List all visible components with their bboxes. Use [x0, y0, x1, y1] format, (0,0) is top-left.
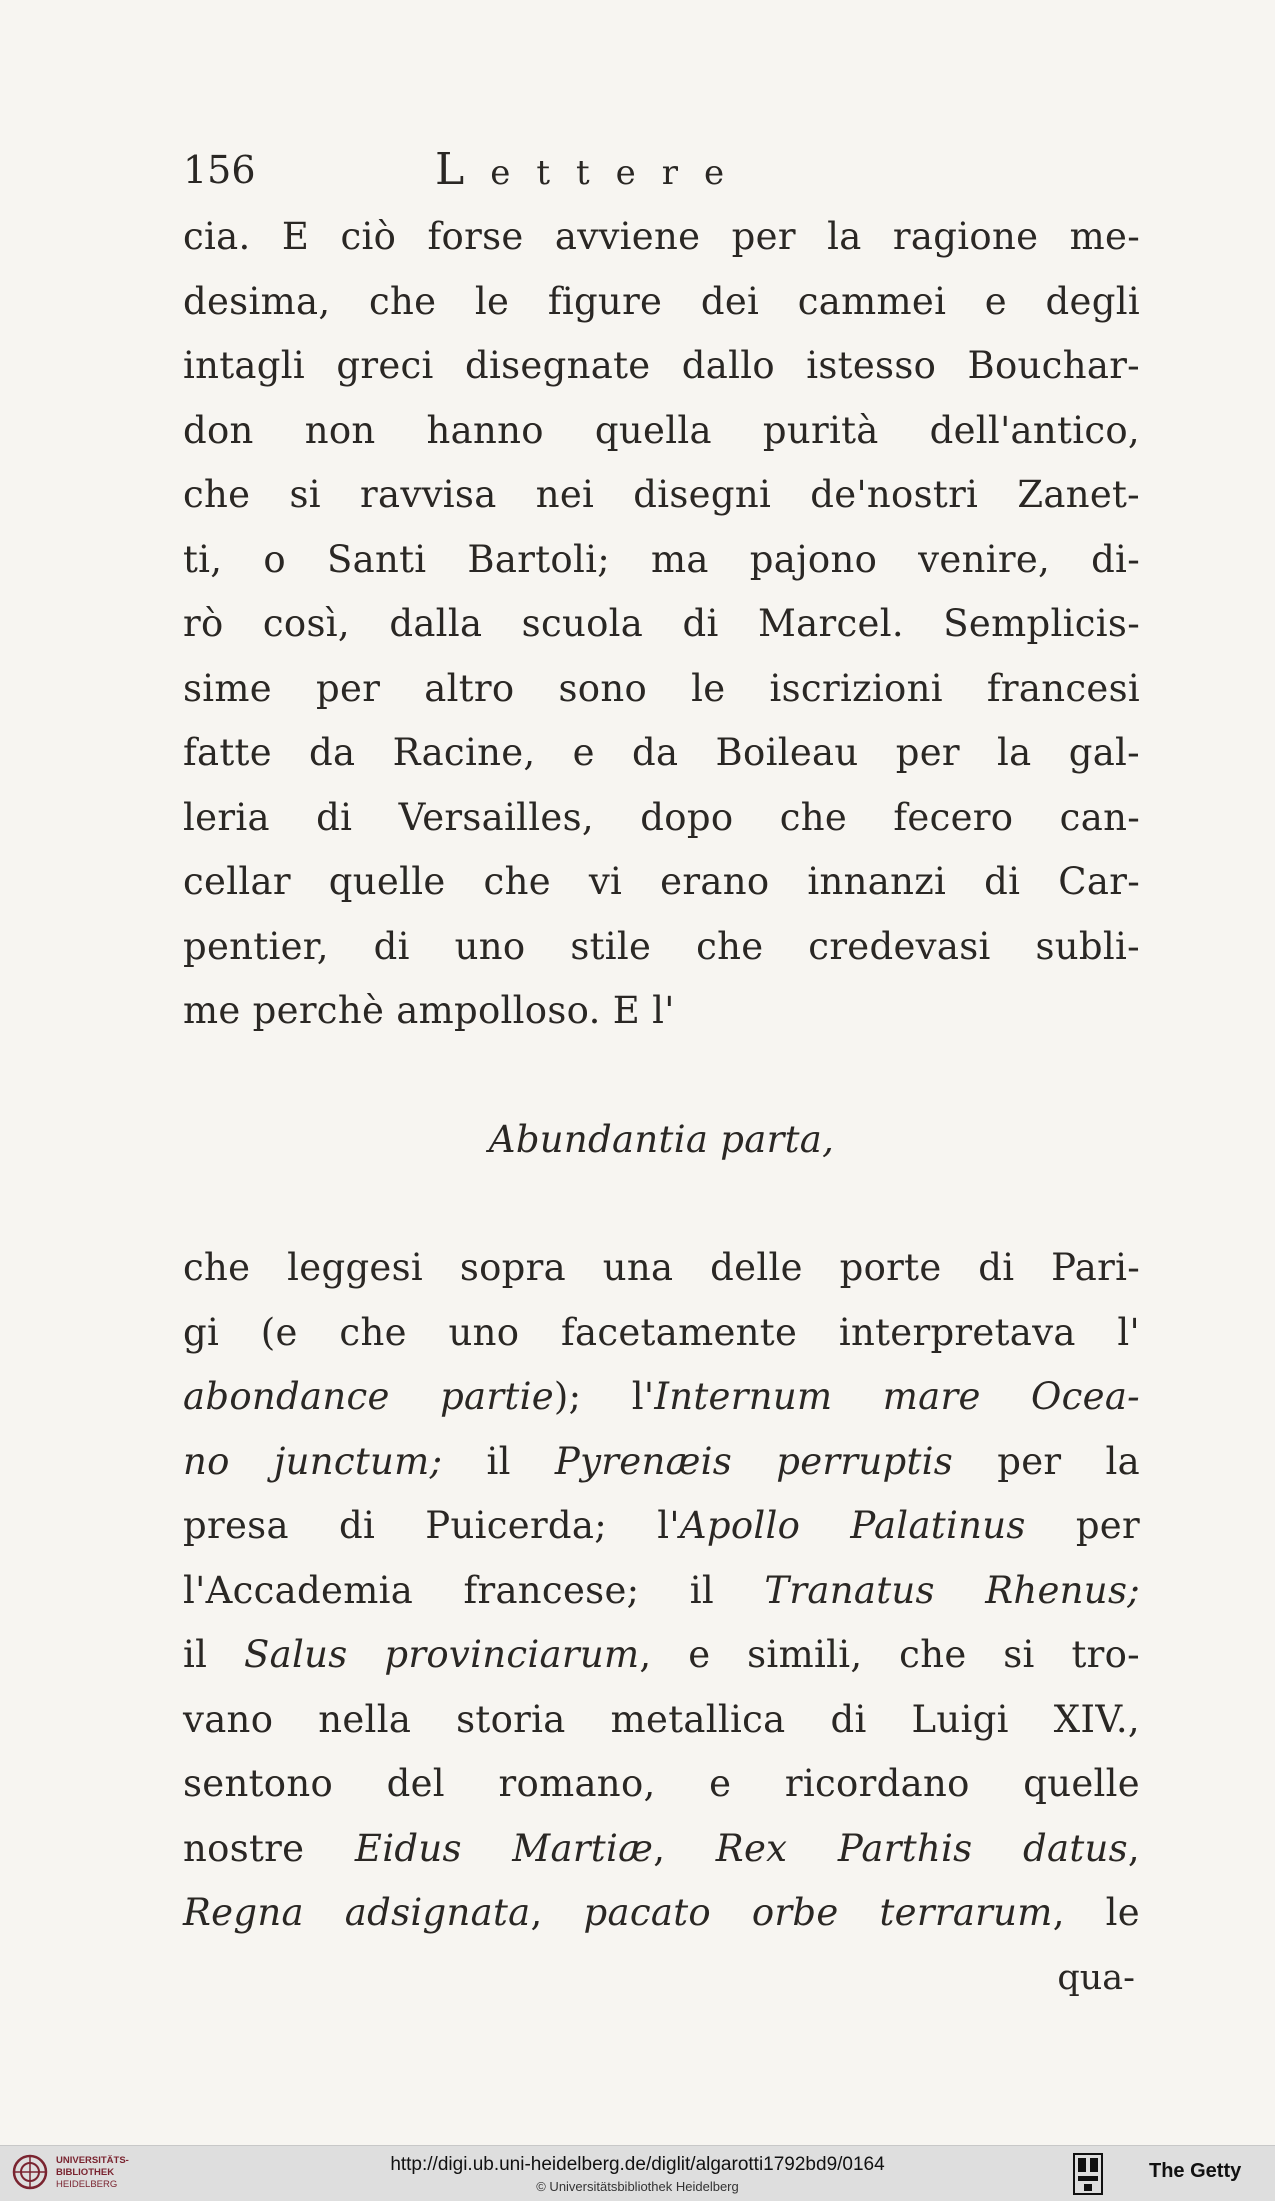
text-line [183, 1881, 1140, 1946]
quotation-line: Abundantia parta, [488, 1117, 835, 1161]
text-line: pentier, di uno stile che credevasi subli- [183, 924, 1140, 968]
text-line [183, 1623, 1140, 1688]
running-title: Lettere [435, 144, 751, 195]
text-line: che si ravvisa nei disegni de'nostri Zanet- [183, 473, 1140, 516]
text-run: vano nella storia metallica di Luigi XIV., [183, 1697, 1140, 1741]
text-run: per la [953, 1439, 1140, 1483]
text-run: nostre [183, 1826, 355, 1870]
italic-text: no junctum; [183, 1439, 443, 1483]
text-line: cellar quelle che vi erano innanzi di Car- [183, 860, 1140, 903]
text-line: fatte da Racine, e da Boileau per la gal- [183, 731, 1140, 774]
text-run: il [442, 1439, 555, 1483]
text-line: ti, o Santi Bartoli; ma pajono venire, di- [183, 537, 1140, 581]
text-run: il [183, 1633, 245, 1676]
italic-text: Regna adsignata [183, 1891, 531, 1934]
page-number: 156 [183, 148, 256, 192]
text-line: rò così, dalla scuola di Marcel. Semplicis- [183, 602, 1140, 645]
text-line [183, 1430, 1140, 1495]
text-run: , [1127, 1826, 1140, 1870]
text-run: , le [1052, 1891, 1140, 1934]
university-library-name: UNIVERSITÄTS- BIBLIOTHEK HEIDELBERG [56, 2155, 129, 2190]
text-run: gi (e che uno facetamente interpretava l' [183, 1310, 1140, 1354]
text-line [183, 1365, 1140, 1430]
italic-text: Pyrenæis perruptis [554, 1439, 954, 1483]
body-text [183, 205, 1140, 2010]
text-line [183, 1494, 1140, 1559]
text-line [183, 1688, 1140, 1753]
text-run: ); l' [553, 1375, 655, 1418]
text-run: per [1025, 1504, 1140, 1547]
text-run: , [653, 1826, 716, 1870]
italic-text: Apollo Palatinus [679, 1504, 1026, 1547]
italic-text: pacato orbe terrarum [583, 1891, 1053, 1934]
text-run: presa di Puicerda; l' [183, 1504, 680, 1547]
getty-logo-icon [1073, 2153, 1103, 2195]
partner-name: The Getty [1149, 2160, 1242, 2182]
text-line: me perchè ampolloso. E l' [183, 989, 675, 1032]
text-line [183, 1752, 1140, 1817]
text-line: leria di Versailles, dopo che fecero can- [183, 795, 1140, 839]
italic-text: Eidus Martiæ [354, 1826, 654, 1870]
text-line: intagli greci disegnate dallo istesso Bouchar- [183, 344, 1140, 387]
text-line [183, 1301, 1140, 1366]
italic-text: Tranatus Rhenus; [764, 1568, 1140, 1612]
text-run: sentono del romano, e ricordano quelle [183, 1762, 1140, 1805]
permalink-url[interactable]: http://digi.ub.uni-heidelberg.de/diglit/algarotti1792bd9/0164 [390, 2154, 885, 2175]
text-line: sime per altro sono le iscrizioni francesi [183, 666, 1140, 710]
italic-text: Internum mare Ocea- [654, 1375, 1140, 1418]
text-block-continued [183, 1236, 1140, 1946]
text-run: che leggesi sopra una delle porte di Pari- [183, 1246, 1140, 1289]
viewer-footer [0, 2145, 1275, 2201]
text-run: , [530, 1891, 584, 1934]
italic-text: Rex Parthis datus [715, 1826, 1128, 1870]
text-line: desima, che le figure dei cammei e degli [183, 279, 1140, 323]
text-line [183, 1236, 1140, 1301]
text-line [183, 1559, 1140, 1624]
text-run: l'Accademia francese; il [183, 1568, 765, 1612]
italic-text: Salus provinciarum [244, 1633, 640, 1676]
catchword: qua- [1057, 1957, 1135, 1998]
copyright-notice: © Universitätsbibliothek Heidelberg [536, 2179, 739, 2194]
text-line: cia. E ciò forse avviene per la ragione me- [183, 215, 1140, 258]
italic-text: abondance partie [183, 1375, 554, 1418]
text-line [183, 1817, 1140, 1882]
text-line: don non hanno quella purità dell'antico, [183, 408, 1140, 452]
text-run: , e simili, che si tro- [639, 1633, 1140, 1676]
